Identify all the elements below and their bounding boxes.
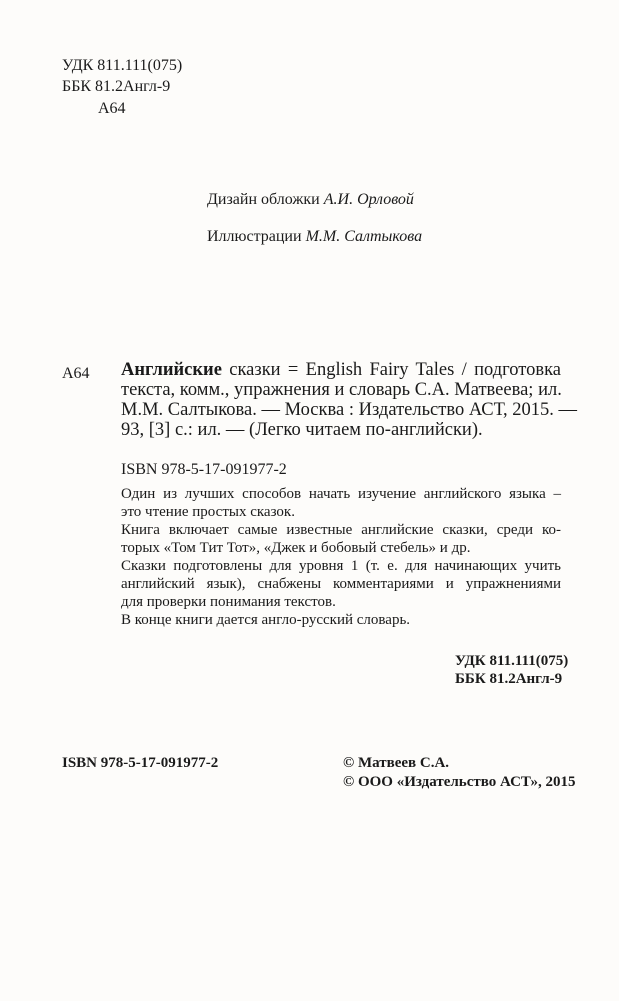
annotation-line: торых «Том Тит Тот», «Джек и бобовый стебель» и др. — [121, 540, 471, 556]
isbn-bottom: ISBN 978-5-17-091977-2 — [62, 755, 219, 771]
citation-line-1 — [121, 360, 561, 380]
cover-design-label: Дизайн обложки — [207, 191, 320, 208]
cover-design-credit — [207, 190, 414, 209]
illustrations-credit — [207, 227, 422, 246]
citation-line-1-rest: сказки = English Fairy Tales / подготовка — [229, 360, 562, 380]
udk-code-bottom: УДК 811.111(075) — [455, 653, 569, 669]
bibliographic-citation — [121, 360, 578, 440]
copyright-publisher: © ООО «Издательство АСТ», 2015 — [343, 774, 576, 790]
annotation-line: это чтение простых сказок. — [121, 504, 295, 520]
author-sign-top: А64 — [98, 100, 126, 117]
citation-line-3: М.М. Салтыкова. — Москва : Издательство АСТ, 2015. — — [121, 400, 578, 420]
citation-title-bold: Английские — [121, 360, 222, 380]
annotation-line: Книга включает самые известные английские сказки, среди ко- — [121, 522, 561, 538]
annotation-line: Сказки подготовлены для уровня 1 (т. е. для начинающих учить — [121, 558, 561, 574]
citation-line-4: 93, [3] с.: ил. — (Легко читаем по-английски). — [121, 420, 483, 440]
bbk-code-bottom: ББК 81.2Англ-9 — [455, 671, 563, 687]
annotation — [121, 485, 561, 629]
annotation-line: для проверки понимания текстов. — [121, 594, 336, 610]
annotation-line: Один из лучших способов начать изучение английского языка – — [121, 486, 561, 502]
bbk-code-top: ББК 81.2Англ-9 — [62, 78, 171, 95]
cover-designer-name: А.И. Орловой — [323, 191, 414, 208]
isbn-main: ISBN 978-5-17-091977-2 — [121, 461, 287, 478]
annotation-line: В конце книги дается англо-русский словарь. — [121, 612, 411, 628]
copyright-author: © Матвеев С.А. — [343, 755, 450, 771]
illustrator-name: М.М. Салтыкова — [305, 228, 423, 245]
author-sign-citation: А64 — [62, 365, 90, 382]
citation-line-2: текста, комм., упражнения и словарь С.А. Матвеева; ил. — [121, 380, 562, 400]
illustrations-label: Иллюстрации — [207, 228, 302, 245]
annotation-line: английский язык), снабжены комментариями и упражнениями — [121, 576, 561, 592]
udk-code-top: УДК 811.111(075) — [62, 57, 183, 74]
